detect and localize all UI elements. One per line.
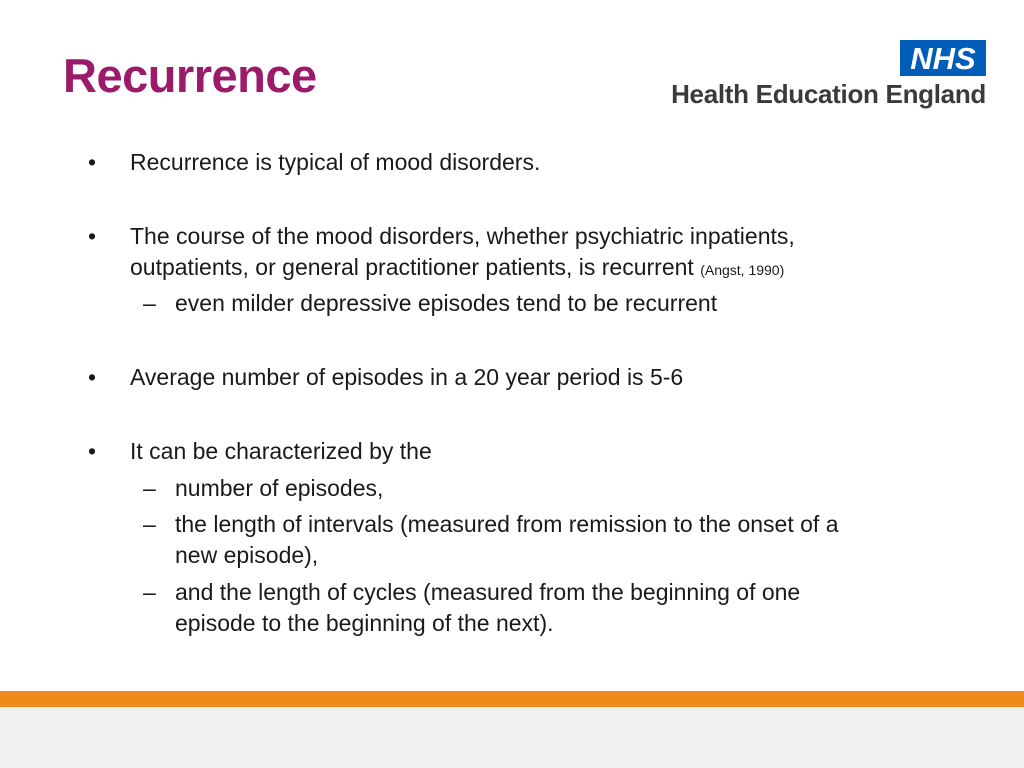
bullet-2-line-2 — [130, 252, 784, 286]
subitem-text: even milder depressive episodes tend to be recurrent — [175, 290, 718, 316]
footer-notch-shape — [0, 700, 1024, 730]
bullet-marker: • — [88, 438, 97, 464]
bullet-marker: • — [88, 149, 97, 175]
nhs-badge-text: NHS — [910, 41, 976, 76]
dash-marker: – — [143, 290, 156, 316]
bullet-marker: • — [88, 364, 97, 390]
bullet-marker: • — [88, 223, 97, 249]
dash-marker: – — [143, 475, 156, 501]
bullet-4-text: It can be characterized by the — [130, 438, 432, 464]
bullet-2-line-2-text: outpatients, or general practitioner patients, is recurrent — [130, 254, 694, 280]
subitem-text: new episode), — [175, 542, 319, 568]
dash-marker: – — [143, 511, 156, 537]
bullet-3-text: Average number of episodes in a 20 year period is 5-6 — [130, 364, 684, 390]
subitem-text: number of episodes, — [175, 475, 384, 501]
bullet-1-text: Recurrence is typical of mood disorders. — [130, 149, 541, 175]
subitem-text: and the length of cycles (measured from the beginning of one — [175, 579, 801, 605]
citation: (Angst, 1990) — [700, 262, 785, 278]
slide-title: Recurrence — [63, 49, 317, 102]
org-name: Health Education England — [671, 79, 986, 109]
bullet-2-line-1: The course of the mood disorders, whether psychiatric inpatients, — [130, 223, 795, 249]
dash-marker: – — [143, 579, 156, 605]
subitem-text: the length of intervals (measured from remission to the onset of a — [175, 511, 839, 537]
subitem-text: episode to the beginning of the next). — [175, 610, 554, 636]
